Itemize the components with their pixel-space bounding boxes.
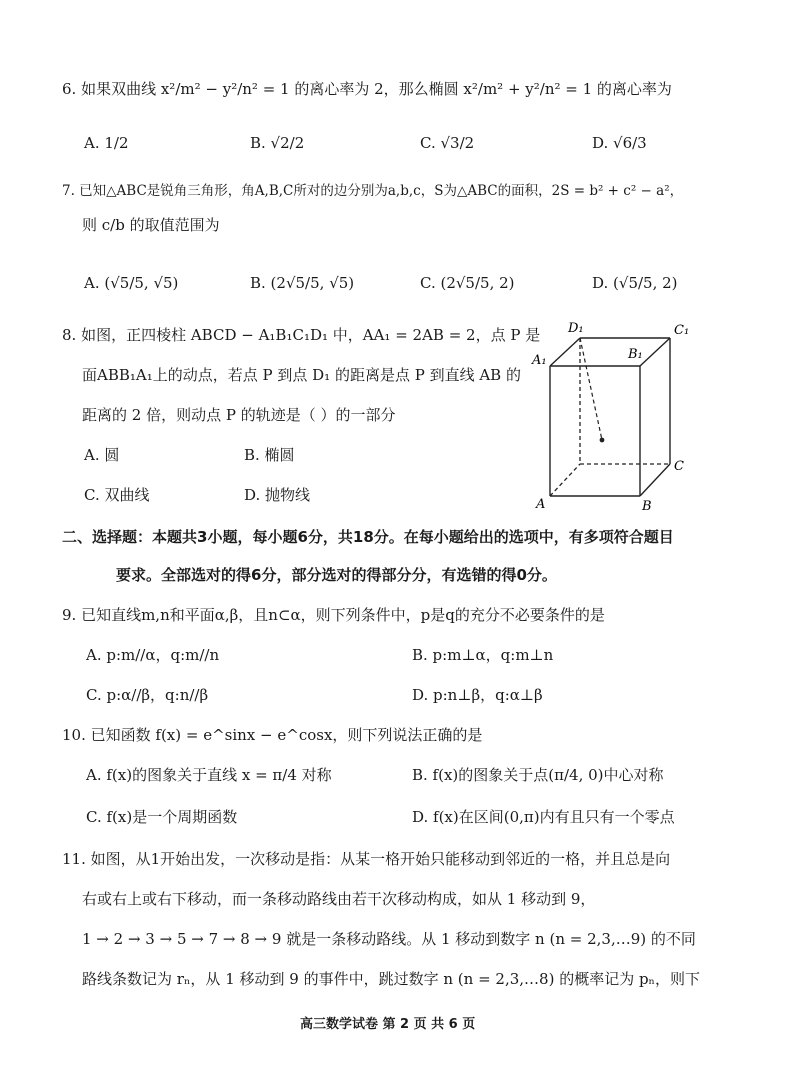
q6-stem: 6. 如果双曲线 x²/m² − y²/n² = 1 的离心率为 2，那么椭圆 x²/m² + y²/n² = 1 的离心率为 xyxy=(62,80,672,98)
section2-line1: 二、选择题：本题共3小题，每小题6分，共18分。在每小题给出的选项中，有多项符合题目 xyxy=(62,528,674,546)
q6-option-d: D. √6/3 xyxy=(592,134,647,152)
edge-c1b1 xyxy=(640,338,670,366)
q8-option-b: B. 椭圆 xyxy=(244,446,295,464)
edge-a1d1 xyxy=(550,338,580,366)
q10-stem: 10. 已知函数 f(x) = e^sinx − e^cosx，则下列说法正确的是 xyxy=(62,726,483,744)
q10-option-c: C. f(x)是一个周期函数 xyxy=(86,808,238,826)
q7-stem-line2: 则 c/b 的取值范围为 xyxy=(82,216,220,234)
label-c1: C₁ xyxy=(674,323,690,338)
label-a: A xyxy=(536,497,546,512)
q8-option-c: C. 双曲线 xyxy=(84,486,150,504)
q7-stem-line1: 7. 已知△ABC是锐角三角形，角A,B,C所对的边分别为a,b,c，S为△ABC的面积，2S = b² + c² − a²， xyxy=(62,183,684,199)
q10-option-b: B. f(x)的图象关于点(π/4, 0)中心对称 xyxy=(412,766,664,784)
q7-option-a: A. (√5/5, √5) xyxy=(84,274,179,292)
edge-bc xyxy=(640,464,670,496)
q8-line3: 距离的 2 倍，则动点 P 的轨迹是（ ）的一部分 xyxy=(82,406,396,424)
q6-option-c: C. √3/2 xyxy=(420,134,475,152)
q11-line1: 11. 如图，从1开始出发，一次移动是指：从某一格开始只能移动到邻近的一格，并且总是向 xyxy=(62,850,671,868)
q8-line2: 面ABB₁A₁上的动点，若点 P 到点 D₁ 的距离是点 P 到直线 AB 的 xyxy=(82,366,521,384)
q6-option-a: A. 1/2 xyxy=(84,134,129,152)
q7-option-d: D. (√5/5, 2) xyxy=(592,274,678,292)
q8-option-d: D. 抛物线 xyxy=(244,486,311,504)
label-d1: D₁ xyxy=(568,321,584,336)
q9-stem: 9. 已知直线m,n和平面α,β，且n⊂α，则下列条件中，p是q的充分不必要条件的是 xyxy=(62,606,605,624)
q9-option-b: B. p:m⊥α，q:m⊥n xyxy=(412,646,554,664)
q9-option-c: C. p:α//β，q:n//β xyxy=(86,686,209,704)
q6-option-b: B. √2/2 xyxy=(250,134,305,152)
section2-line2: 要求。全部选对的得6分，部分选对的得部分分，有选错的得0分。 xyxy=(116,566,557,584)
q11-line3: 1 → 2 → 3 → 5 → 7 → 8 → 9 就是一条移动路线。从 1 移动到数字 n (n = 2,3,…9) 的不同 xyxy=(82,930,696,948)
edge-ad-hidden xyxy=(550,464,580,496)
q9-option-a: A. p:m//α，q:m//n xyxy=(86,646,220,664)
q10-option-d: D. f(x)在区间(0,π)内有且只有一个零点 xyxy=(412,808,675,826)
q10-option-a: A. f(x)的图象关于直线 x = π/4 对称 xyxy=(86,766,332,784)
point-p xyxy=(600,438,605,443)
label-c: C xyxy=(674,459,684,474)
q11-line4: 路线条数记为 rₙ，从 1 移动到 9 的事件中，跳过数字 n (n = 2,3,…8) 的概率记为 pₙ，则下 xyxy=(82,970,701,988)
label-b1: B₁ xyxy=(628,347,643,362)
label-a1: A₁ xyxy=(532,353,547,368)
q8-option-a: A. 圆 xyxy=(84,446,120,464)
segment-d1-p xyxy=(580,338,602,440)
q9-option-d: D. p:n⊥β，q:α⊥β xyxy=(412,686,543,704)
page-footer: 高三数学试卷 第 2 页 共 6 页 xyxy=(300,1017,476,1032)
q7-option-c: C. (2√5/5, 2) xyxy=(420,274,515,292)
q11-line2: 右或右上或右下移动，而一条移动路线由若干次移动构成，如从 1 移动到 9， xyxy=(82,890,596,908)
prism-figure xyxy=(528,318,708,514)
q8-line1: 8. 如图，正四棱柱 ABCD − A₁B₁C₁D₁ 中，AA₁ = 2AB = 2，点 P 是 xyxy=(62,326,541,344)
q7-option-b: B. (2√5/5, √5) xyxy=(250,274,355,292)
label-b: B xyxy=(642,499,652,514)
